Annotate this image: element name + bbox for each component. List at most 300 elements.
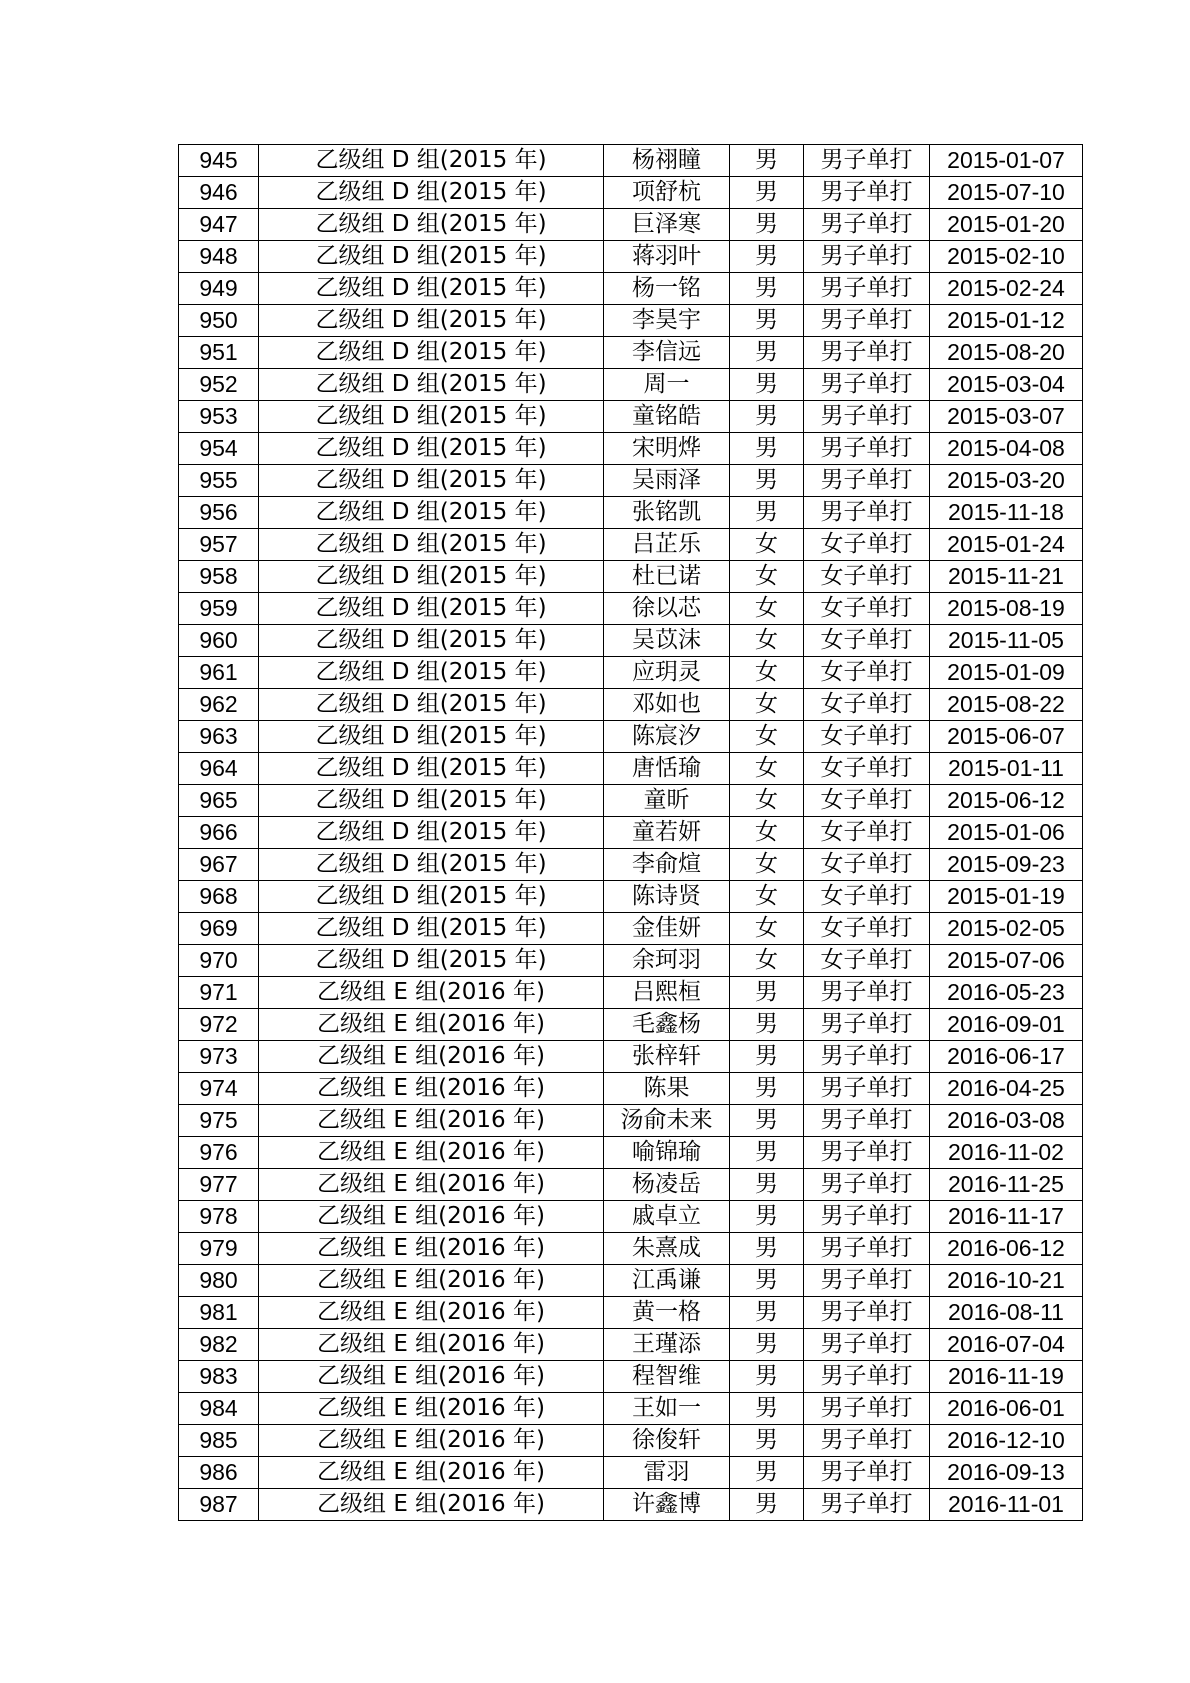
cell-event: 男子单打 <box>804 1329 930 1361</box>
cell-event: 男子单打 <box>804 1425 930 1457</box>
cell-number: 951 <box>179 337 259 369</box>
cell-name: 李昊宇 <box>604 305 730 337</box>
cell-birthdate: 2015-01-11 <box>930 753 1083 785</box>
table-row <box>179 593 1083 625</box>
cell-gender: 女 <box>730 689 804 721</box>
cell-birthdate: 2015-08-19 <box>930 593 1083 625</box>
cell-birthdate: 2015-01-24 <box>930 529 1083 561</box>
cell-gender: 女 <box>730 753 804 785</box>
cell-name: 许鑫博 <box>604 1489 730 1521</box>
cell-group: 乙级组 D 组(2015 年) <box>259 785 604 817</box>
cell-name: 巨泽寒 <box>604 209 730 241</box>
table-row <box>179 305 1083 337</box>
cell-event: 女子单打 <box>804 657 930 689</box>
cell-name: 项舒杭 <box>604 177 730 209</box>
cell-gender: 男 <box>730 337 804 369</box>
cell-number: 977 <box>179 1169 259 1201</box>
cell-group: 乙级组 D 组(2015 年) <box>259 305 604 337</box>
cell-number: 968 <box>179 881 259 913</box>
table-row <box>179 1169 1083 1201</box>
cell-event: 男子单打 <box>804 401 930 433</box>
cell-name: 李俞煊 <box>604 849 730 881</box>
table-row <box>179 881 1083 913</box>
cell-name: 毛鑫杨 <box>604 1009 730 1041</box>
cell-name: 金佳妍 <box>604 913 730 945</box>
cell-event: 男子单打 <box>804 497 930 529</box>
cell-number: 967 <box>179 849 259 881</box>
cell-birthdate: 2015-11-21 <box>930 561 1083 593</box>
cell-birthdate: 2015-03-07 <box>930 401 1083 433</box>
cell-birthdate: 2016-11-01 <box>930 1489 1083 1521</box>
cell-event: 女子单打 <box>804 817 930 849</box>
cell-number: 985 <box>179 1425 259 1457</box>
cell-birthdate: 2016-09-01 <box>930 1009 1083 1041</box>
table-row <box>179 1233 1083 1265</box>
cell-number: 945 <box>179 145 259 177</box>
cell-number: 981 <box>179 1297 259 1329</box>
cell-birthdate: 2016-11-25 <box>930 1169 1083 1201</box>
table-row <box>179 1265 1083 1297</box>
table-row <box>179 913 1083 945</box>
cell-number: 959 <box>179 593 259 625</box>
cell-event: 男子单打 <box>804 1457 930 1489</box>
cell-gender: 女 <box>730 657 804 689</box>
cell-birthdate: 2016-07-04 <box>930 1329 1083 1361</box>
cell-group: 乙级组 D 组(2015 年) <box>259 753 604 785</box>
cell-birthdate: 2016-10-21 <box>930 1265 1083 1297</box>
cell-name: 余珂羽 <box>604 945 730 977</box>
cell-name: 吕熙桓 <box>604 977 730 1009</box>
table-row <box>179 1009 1083 1041</box>
table-row <box>179 1041 1083 1073</box>
cell-name: 雷羽 <box>604 1457 730 1489</box>
cell-event: 女子单打 <box>804 721 930 753</box>
cell-number: 974 <box>179 1073 259 1105</box>
cell-birthdate: 2015-11-18 <box>930 497 1083 529</box>
cell-gender: 男 <box>730 433 804 465</box>
cell-birthdate: 2015-01-19 <box>930 881 1083 913</box>
cell-birthdate: 2016-11-17 <box>930 1201 1083 1233</box>
cell-number: 982 <box>179 1329 259 1361</box>
cell-gender: 男 <box>730 1457 804 1489</box>
cell-number: 987 <box>179 1489 259 1521</box>
cell-gender: 女 <box>730 529 804 561</box>
cell-gender: 男 <box>730 1169 804 1201</box>
cell-number: 947 <box>179 209 259 241</box>
cell-group: 乙级组 D 组(2015 年) <box>259 209 604 241</box>
table-row <box>179 145 1083 177</box>
cell-name: 童铭皓 <box>604 401 730 433</box>
cell-name: 朱熹成 <box>604 1233 730 1265</box>
cell-birthdate: 2016-05-23 <box>930 977 1083 1009</box>
cell-group: 乙级组 E 组(2016 年) <box>259 1073 604 1105</box>
cell-number: 964 <box>179 753 259 785</box>
cell-birthdate: 2015-02-24 <box>930 273 1083 305</box>
cell-birthdate: 2016-06-17 <box>930 1041 1083 1073</box>
cell-number: 957 <box>179 529 259 561</box>
table-row <box>179 945 1083 977</box>
table-row <box>179 753 1083 785</box>
cell-name: 杨一铭 <box>604 273 730 305</box>
cell-gender: 男 <box>730 1233 804 1265</box>
cell-number: 961 <box>179 657 259 689</box>
cell-birthdate: 2016-09-13 <box>930 1457 1083 1489</box>
cell-gender: 女 <box>730 945 804 977</box>
table-row <box>179 465 1083 497</box>
cell-gender: 男 <box>730 1137 804 1169</box>
cell-event: 男子单打 <box>804 977 930 1009</box>
cell-gender: 男 <box>730 1105 804 1137</box>
cell-number: 970 <box>179 945 259 977</box>
roster-table <box>178 144 1083 1521</box>
cell-number: 978 <box>179 1201 259 1233</box>
cell-number: 956 <box>179 497 259 529</box>
cell-gender: 男 <box>730 369 804 401</box>
cell-birthdate: 2016-11-19 <box>930 1361 1083 1393</box>
cell-group: 乙级组 D 组(2015 年) <box>259 433 604 465</box>
cell-group: 乙级组 E 组(2016 年) <box>259 1041 604 1073</box>
cell-birthdate: 2015-01-06 <box>930 817 1083 849</box>
cell-event: 男子单打 <box>804 1169 930 1201</box>
cell-name: 吴苡沫 <box>604 625 730 657</box>
cell-gender: 男 <box>730 1041 804 1073</box>
cell-birthdate: 2015-03-20 <box>930 465 1083 497</box>
cell-group: 乙级组 E 组(2016 年) <box>259 1169 604 1201</box>
cell-gender: 男 <box>730 305 804 337</box>
cell-number: 946 <box>179 177 259 209</box>
cell-name: 杨祤瞳 <box>604 145 730 177</box>
cell-event: 男子单打 <box>804 1297 930 1329</box>
table-row <box>179 849 1083 881</box>
cell-group: 乙级组 D 组(2015 年) <box>259 881 604 913</box>
table-row <box>179 497 1083 529</box>
cell-birthdate: 2015-09-23 <box>930 849 1083 881</box>
cell-gender: 女 <box>730 817 804 849</box>
cell-number: 975 <box>179 1105 259 1137</box>
table-row <box>179 1393 1083 1425</box>
table-row <box>179 1489 1083 1521</box>
cell-birthdate: 2016-08-11 <box>930 1297 1083 1329</box>
cell-number: 950 <box>179 305 259 337</box>
cell-event: 男子单打 <box>804 1393 930 1425</box>
cell-number: 958 <box>179 561 259 593</box>
cell-group: 乙级组 D 组(2015 年) <box>259 465 604 497</box>
cell-gender: 男 <box>730 209 804 241</box>
cell-birthdate: 2015-02-10 <box>930 241 1083 273</box>
table-row <box>179 529 1083 561</box>
cell-gender: 男 <box>730 1361 804 1393</box>
cell-birthdate: 2015-08-20 <box>930 337 1083 369</box>
cell-gender: 男 <box>730 401 804 433</box>
cell-name: 李信远 <box>604 337 730 369</box>
cell-group: 乙级组 D 组(2015 年) <box>259 945 604 977</box>
cell-number: 973 <box>179 1041 259 1073</box>
cell-birthdate: 2016-11-02 <box>930 1137 1083 1169</box>
cell-event: 男子单打 <box>804 1489 930 1521</box>
cell-birthdate: 2016-04-25 <box>930 1073 1083 1105</box>
cell-group: 乙级组 D 组(2015 年) <box>259 401 604 433</box>
cell-number: 962 <box>179 689 259 721</box>
table-row <box>179 1201 1083 1233</box>
cell-birthdate: 2016-03-08 <box>930 1105 1083 1137</box>
cell-name: 唐恬瑜 <box>604 753 730 785</box>
cell-gender: 男 <box>730 1489 804 1521</box>
cell-name: 王瑾添 <box>604 1329 730 1361</box>
cell-gender: 女 <box>730 881 804 913</box>
cell-event: 女子单打 <box>804 529 930 561</box>
cell-name: 童若妍 <box>604 817 730 849</box>
cell-name: 杨凌岳 <box>604 1169 730 1201</box>
cell-name: 张梓轩 <box>604 1041 730 1073</box>
cell-gender: 男 <box>730 1009 804 1041</box>
cell-name: 童昕 <box>604 785 730 817</box>
cell-number: 976 <box>179 1137 259 1169</box>
table-row <box>179 1361 1083 1393</box>
cell-group: 乙级组 D 组(2015 年) <box>259 817 604 849</box>
cell-event: 男子单打 <box>804 1041 930 1073</box>
cell-group: 乙级组 D 组(2015 年) <box>259 657 604 689</box>
cell-event: 女子单打 <box>804 689 930 721</box>
table-row <box>179 561 1083 593</box>
cell-gender: 男 <box>730 1425 804 1457</box>
table-row <box>179 1105 1083 1137</box>
cell-birthdate: 2015-07-10 <box>930 177 1083 209</box>
cell-group: 乙级组 E 组(2016 年) <box>259 1457 604 1489</box>
cell-number: 979 <box>179 1233 259 1265</box>
cell-event: 男子单打 <box>804 145 930 177</box>
cell-event: 男子单打 <box>804 1233 930 1265</box>
cell-number: 952 <box>179 369 259 401</box>
cell-event: 男子单打 <box>804 465 930 497</box>
cell-birthdate: 2016-06-01 <box>930 1393 1083 1425</box>
table-row <box>179 1297 1083 1329</box>
cell-name: 汤俞未来 <box>604 1105 730 1137</box>
cell-event: 女子单打 <box>804 785 930 817</box>
table-row <box>179 401 1083 433</box>
cell-group: 乙级组 D 组(2015 年) <box>259 177 604 209</box>
cell-group: 乙级组 D 组(2015 年) <box>259 369 604 401</box>
cell-group: 乙级组 D 组(2015 年) <box>259 593 604 625</box>
cell-name: 邓如也 <box>604 689 730 721</box>
cell-group: 乙级组 D 组(2015 年) <box>259 721 604 753</box>
cell-gender: 男 <box>730 1073 804 1105</box>
cell-number: 969 <box>179 913 259 945</box>
cell-name: 蒋羽叶 <box>604 241 730 273</box>
cell-group: 乙级组 D 组(2015 年) <box>259 625 604 657</box>
cell-number: 983 <box>179 1361 259 1393</box>
cell-name: 张铭凯 <box>604 497 730 529</box>
cell-name: 江禹谦 <box>604 1265 730 1297</box>
cell-group: 乙级组 D 组(2015 年) <box>259 561 604 593</box>
cell-event: 男子单打 <box>804 305 930 337</box>
table-row <box>179 1073 1083 1105</box>
cell-event: 男子单打 <box>804 1137 930 1169</box>
cell-name: 戚卓立 <box>604 1201 730 1233</box>
cell-birthdate: 2015-07-06 <box>930 945 1083 977</box>
cell-group: 乙级组 E 组(2016 年) <box>259 1297 604 1329</box>
cell-group: 乙级组 E 组(2016 年) <box>259 1233 604 1265</box>
cell-group: 乙级组 E 组(2016 年) <box>259 1425 604 1457</box>
cell-gender: 女 <box>730 913 804 945</box>
cell-group: 乙级组 E 组(2016 年) <box>259 1201 604 1233</box>
table-row <box>179 1457 1083 1489</box>
cell-number: 949 <box>179 273 259 305</box>
cell-event: 女子单打 <box>804 913 930 945</box>
cell-name: 陈宸汐 <box>604 721 730 753</box>
cell-number: 972 <box>179 1009 259 1041</box>
cell-number: 984 <box>179 1393 259 1425</box>
cell-number: 966 <box>179 817 259 849</box>
cell-event: 男子单打 <box>804 1073 930 1105</box>
table-row <box>179 209 1083 241</box>
cell-event: 男子单打 <box>804 1265 930 1297</box>
table-row <box>179 785 1083 817</box>
cell-number: 965 <box>179 785 259 817</box>
table-row <box>179 817 1083 849</box>
cell-event: 男子单打 <box>804 209 930 241</box>
table-row <box>179 721 1083 753</box>
cell-number: 980 <box>179 1265 259 1297</box>
cell-event: 男子单打 <box>804 1009 930 1041</box>
table-row <box>179 273 1083 305</box>
cell-name: 宋明烨 <box>604 433 730 465</box>
table-row <box>179 977 1083 1009</box>
roster-table-body <box>179 145 1083 1521</box>
cell-gender: 男 <box>730 465 804 497</box>
cell-gender: 男 <box>730 1329 804 1361</box>
cell-group: 乙级组 E 组(2016 年) <box>259 1393 604 1425</box>
cell-group: 乙级组 D 组(2015 年) <box>259 273 604 305</box>
cell-number: 954 <box>179 433 259 465</box>
cell-group: 乙级组 D 组(2015 年) <box>259 241 604 273</box>
cell-name: 陈果 <box>604 1073 730 1105</box>
cell-birthdate: 2015-01-20 <box>930 209 1083 241</box>
cell-gender: 女 <box>730 561 804 593</box>
cell-birthdate: 2015-01-07 <box>930 145 1083 177</box>
cell-birthdate: 2015-06-07 <box>930 721 1083 753</box>
cell-birthdate: 2015-04-08 <box>930 433 1083 465</box>
cell-number: 948 <box>179 241 259 273</box>
cell-name: 应玥灵 <box>604 657 730 689</box>
cell-gender: 女 <box>730 625 804 657</box>
cell-birthdate: 2015-11-05 <box>930 625 1083 657</box>
cell-event: 男子单打 <box>804 1105 930 1137</box>
cell-gender: 男 <box>730 1201 804 1233</box>
cell-event: 女子单打 <box>804 945 930 977</box>
cell-event: 男子单打 <box>804 433 930 465</box>
cell-name: 徐以芯 <box>604 593 730 625</box>
table-row <box>179 625 1083 657</box>
table-row <box>179 1425 1083 1457</box>
cell-gender: 女 <box>730 721 804 753</box>
cell-number: 963 <box>179 721 259 753</box>
cell-event: 男子单打 <box>804 177 930 209</box>
cell-group: 乙级组 E 组(2016 年) <box>259 1489 604 1521</box>
cell-gender: 女 <box>730 593 804 625</box>
cell-name: 徐俊轩 <box>604 1425 730 1457</box>
cell-number: 986 <box>179 1457 259 1489</box>
cell-number: 953 <box>179 401 259 433</box>
cell-event: 女子单打 <box>804 753 930 785</box>
cell-gender: 男 <box>730 273 804 305</box>
cell-group: 乙级组 E 组(2016 年) <box>259 1329 604 1361</box>
cell-event: 男子单打 <box>804 369 930 401</box>
cell-birthdate: 2015-02-05 <box>930 913 1083 945</box>
cell-group: 乙级组 D 组(2015 年) <box>259 337 604 369</box>
cell-number: 960 <box>179 625 259 657</box>
table-row <box>179 1329 1083 1361</box>
cell-name: 周一 <box>604 369 730 401</box>
cell-gender: 男 <box>730 145 804 177</box>
cell-event: 女子单打 <box>804 561 930 593</box>
cell-name: 喻锦瑜 <box>604 1137 730 1169</box>
cell-birthdate: 2015-01-09 <box>930 657 1083 689</box>
cell-gender: 男 <box>730 1393 804 1425</box>
table-row <box>179 369 1083 401</box>
cell-birthdate: 2016-12-10 <box>930 1425 1083 1457</box>
cell-group: 乙级组 E 组(2016 年) <box>259 1361 604 1393</box>
cell-number: 971 <box>179 977 259 1009</box>
cell-gender: 女 <box>730 849 804 881</box>
cell-group: 乙级组 E 组(2016 年) <box>259 977 604 1009</box>
cell-gender: 男 <box>730 497 804 529</box>
cell-gender: 男 <box>730 977 804 1009</box>
cell-event: 男子单打 <box>804 1361 930 1393</box>
cell-birthdate: 2016-06-12 <box>930 1233 1083 1265</box>
cell-name: 陈诗贤 <box>604 881 730 913</box>
cell-event: 女子单打 <box>804 593 930 625</box>
cell-group: 乙级组 E 组(2016 年) <box>259 1137 604 1169</box>
cell-group: 乙级组 D 组(2015 年) <box>259 145 604 177</box>
cell-event: 男子单打 <box>804 241 930 273</box>
cell-group: 乙级组 E 组(2016 年) <box>259 1265 604 1297</box>
cell-birthdate: 2015-08-22 <box>930 689 1083 721</box>
cell-gender: 女 <box>730 785 804 817</box>
cell-gender: 男 <box>730 1265 804 1297</box>
cell-name: 吴雨泽 <box>604 465 730 497</box>
cell-group: 乙级组 D 组(2015 年) <box>259 689 604 721</box>
cell-event: 男子单打 <box>804 273 930 305</box>
table-row <box>179 657 1083 689</box>
cell-group: 乙级组 E 组(2016 年) <box>259 1009 604 1041</box>
cell-event: 女子单打 <box>804 625 930 657</box>
table-row <box>179 337 1083 369</box>
cell-group: 乙级组 D 组(2015 年) <box>259 849 604 881</box>
cell-event: 女子单打 <box>804 849 930 881</box>
cell-event: 男子单打 <box>804 337 930 369</box>
cell-birthdate: 2015-06-12 <box>930 785 1083 817</box>
cell-gender: 男 <box>730 1297 804 1329</box>
cell-birthdate: 2015-03-04 <box>930 369 1083 401</box>
cell-gender: 男 <box>730 241 804 273</box>
cell-number: 955 <box>179 465 259 497</box>
cell-birthdate: 2015-01-12 <box>930 305 1083 337</box>
cell-group: 乙级组 D 组(2015 年) <box>259 529 604 561</box>
cell-event: 男子单打 <box>804 1201 930 1233</box>
cell-name: 王如一 <box>604 1393 730 1425</box>
table-row <box>179 433 1083 465</box>
cell-group: 乙级组 D 组(2015 年) <box>259 913 604 945</box>
table-row <box>179 241 1083 273</box>
table-row <box>179 177 1083 209</box>
table-row <box>179 689 1083 721</box>
cell-event: 女子单打 <box>804 881 930 913</box>
cell-group: 乙级组 E 组(2016 年) <box>259 1105 604 1137</box>
cell-name: 吕芷乐 <box>604 529 730 561</box>
cell-name: 程智维 <box>604 1361 730 1393</box>
cell-name: 黄一格 <box>604 1297 730 1329</box>
cell-gender: 男 <box>730 177 804 209</box>
